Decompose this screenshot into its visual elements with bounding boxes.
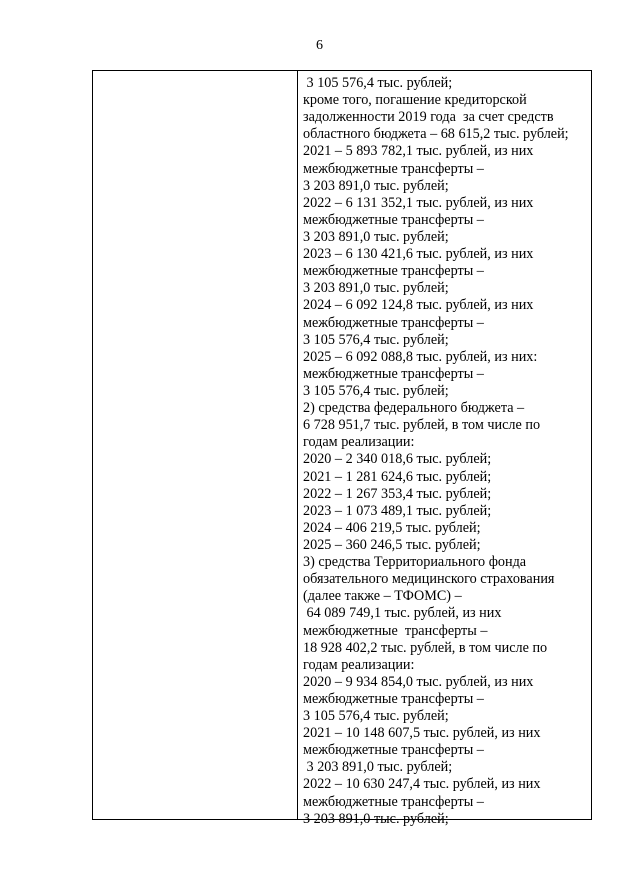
text-line: межбюджетные трансферты –: [303, 211, 484, 228]
table-right-cell: [303, 75, 587, 828]
text-line: 3 203 891,0 тыс. рублей;: [303, 759, 453, 776]
text-line: задолженности 2019 года за счет средств: [303, 109, 554, 126]
text-line: межбюджетные трансферты –: [303, 622, 488, 639]
text-line: 2023 – 1 073 489,1 тыс. рублей;: [303, 502, 492, 519]
text-line: 6 728 951,7 тыс. рублей, в том числе по: [303, 417, 541, 434]
text-line: межбюджетные трансферты –: [303, 160, 484, 177]
text-line: 64 089 749,1 тыс. рублей, из них: [303, 605, 502, 622]
text-line: 3 105 576,4 тыс. рублей;: [303, 708, 449, 725]
text-line: 3) средства Территориального фонда: [303, 554, 527, 571]
column-divider: [297, 71, 298, 819]
text-line: межбюджетные трансферты –: [303, 314, 484, 331]
text-line: 3 203 891,0 тыс. рублей;: [303, 280, 449, 297]
text-line: 2022 – 1 267 353,4 тыс. рублей;: [303, 485, 492, 502]
text-line: годам реализации:: [303, 656, 415, 673]
text-line: кроме того, погашение кредиторской: [303, 92, 527, 109]
text-line: 2020 – 9 934 854,0 тыс. рублей, из них: [303, 673, 534, 690]
text-line: межбюджетные трансферты –: [303, 742, 484, 759]
text-line: 3 105 576,4 тыс. рублей;: [303, 75, 453, 91]
text-line: 2023 – 6 130 421,6 тыс. рублей, из них: [303, 246, 534, 263]
text-line: 2021 – 10 148 607,5 тыс. рублей, из них: [303, 725, 541, 742]
text-line: 3 203 891,0 тыс. рублей;: [303, 228, 449, 245]
text-line: 18 928 402,2 тыс. рублей, в том числе по: [303, 639, 548, 656]
text-line: 2021 – 1 281 624,6 тыс. рублей;: [303, 468, 492, 485]
text-line: 2022 – 6 131 352,1 тыс. рублей, из них: [303, 194, 534, 211]
text-line: 2024 – 406 219,5 тыс. рублей;: [303, 519, 481, 536]
text-line: межбюджетные трансферты –: [303, 263, 484, 280]
page-number: 6: [316, 38, 323, 53]
text-line: 2) средства федерального бюджета –: [303, 400, 525, 417]
document-table: [92, 70, 592, 827]
text-line: 3 105 576,4 тыс. рублей;: [303, 331, 449, 348]
text-line: 2024 – 6 092 124,8 тыс. рублей, из них: [303, 297, 534, 314]
text-line: 2025 – 360 246,5 тыс. рублей;: [303, 536, 481, 553]
text-line: годам реализации:: [303, 434, 415, 451]
text-line: 3 203 891,0 тыс. рублей;: [303, 177, 449, 194]
text-line: 2022 – 10 630 247,4 тыс. рублей, из них: [303, 776, 541, 793]
text-line: 2020 – 2 340 018,6 тыс. рублей;: [303, 451, 492, 468]
text-line: 2021 – 5 893 782,1 тыс. рублей, из них: [303, 143, 534, 160]
text-line: областного бюджета – 68 615,2 тыс. рублей;: [303, 126, 569, 143]
text-line: (далее также – ТФОМС) –: [303, 588, 462, 605]
text-line: обязательного медицинского страхования: [303, 571, 555, 588]
text-line: 3 203 891,0 тыс. рублей;: [303, 810, 449, 827]
text-line: межбюджетные трансферты –: [303, 690, 484, 707]
text-line: межбюджетные трансферты –: [303, 793, 484, 810]
text-line: межбюджетные трансферты –: [303, 365, 484, 382]
text-line: 2025 – 6 092 088,8 тыс. рублей, из них:: [303, 348, 538, 365]
text-line: 3 105 576,4 тыс. рублей;: [303, 382, 449, 399]
